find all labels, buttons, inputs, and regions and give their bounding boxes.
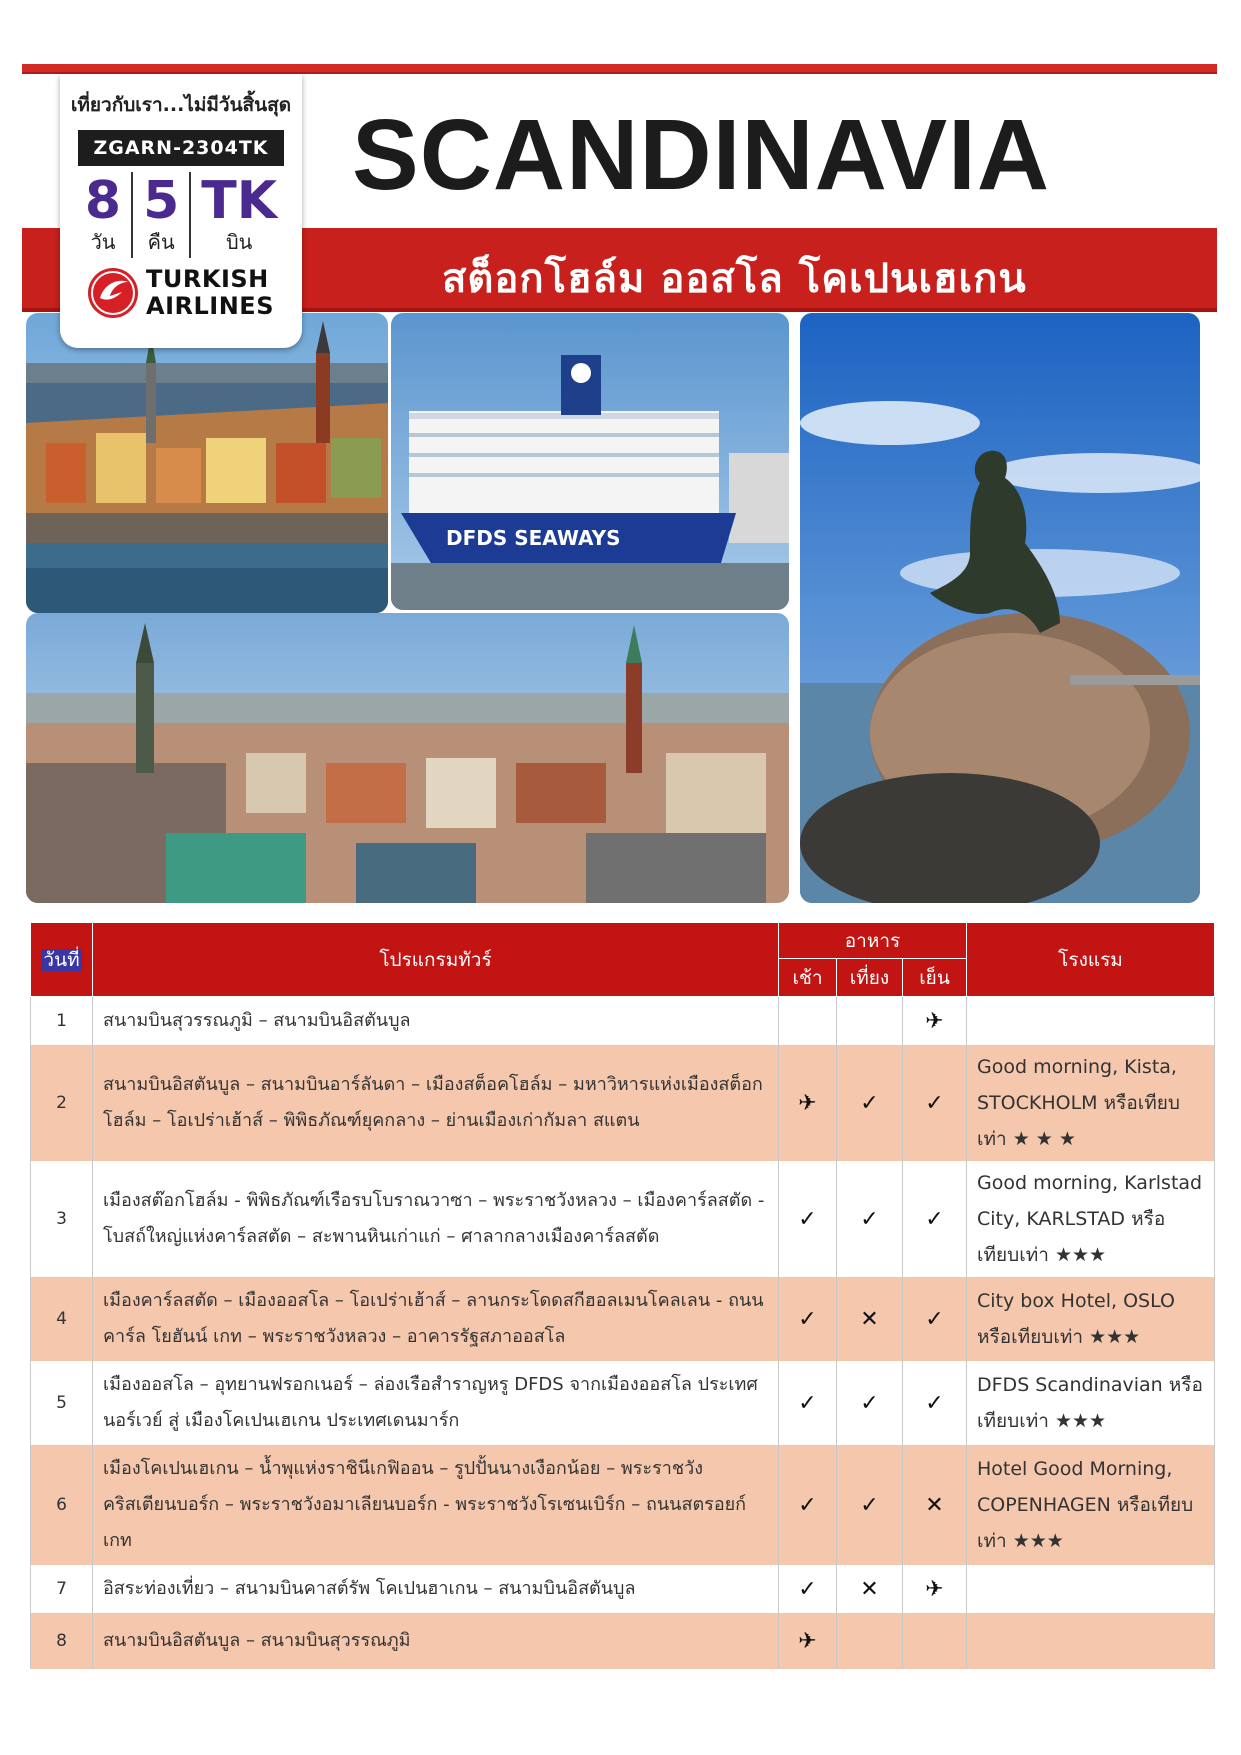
tour-stats: [60, 172, 302, 258]
row-day: 6: [31, 1445, 93, 1565]
tour-badge: [60, 74, 302, 348]
row-lunch: [837, 997, 903, 1046]
airline-code: TK: [201, 171, 278, 231]
row-program: เมืองโคเปนเฮเกน – น้ำพุแห่งราชินีเกฟิออน – รูปปั้นนางเงือกน้อย – พระราชวังคริสเตียนบอร์ก – พระราชวังอมาเลียนบอร์ก - พระราชวังโรเซนเบิร์ก – ถนนสตรอยก์เกท: [93, 1445, 779, 1565]
row-program: สนามบินอิสตันบูล – สนามบินอาร์ลันดา – เมืองสต็อคโฮล์ม – มหาวิหารแห่งเมืองสต็อกโฮล์ม – โอเปร่าเฮ้าส์ – พิพิธภัณฑ์ยุคกลาง – ย่านเมืองเก่ากัมลา สแตน: [93, 1045, 779, 1161]
row-day: 3: [31, 1161, 93, 1277]
row-dinner: ✓: [903, 1161, 967, 1277]
row-dinner: ✈: [903, 997, 967, 1046]
row-day: 4: [31, 1277, 93, 1361]
days-unit: วัน: [90, 230, 116, 254]
page-title: SCANDINAVIA: [352, 99, 1051, 211]
cities-subtitle: สต็อกโฮล์ม ออสโล โคเปนเฮเกน: [442, 256, 1027, 302]
row-breakfast: ✓: [779, 1361, 837, 1445]
stockholm-photo: [26, 313, 388, 613]
row-breakfast: [779, 997, 837, 1046]
row-program: สนามบินสุวรรณภูมิ – สนามบินอิสตันบูล: [93, 997, 779, 1046]
header-day: วันที่: [31, 923, 93, 997]
nights-unit: คืน: [147, 230, 175, 254]
row-lunch: ✕: [837, 1277, 903, 1361]
header-program: โปรแกรมทัวร์: [93, 923, 779, 997]
row-day: 2: [31, 1045, 93, 1161]
row-hotel: DFDS Scandinavian หรือเทียบเท่า ★★★: [967, 1361, 1215, 1445]
table-row: [31, 997, 1215, 1046]
stat-days: [75, 172, 131, 258]
row-hotel: [967, 1613, 1215, 1669]
table-row: [31, 1565, 1215, 1613]
dfds-ferry-photo: [391, 313, 789, 610]
table-row: [31, 1277, 1215, 1361]
row-program: เมืองคาร์ลสตัด – เมืองออสโล – โอเปร่าเฮ้าส์ – ลานกระโดดสกีฮอลเมนโคลเลน - ถนนคาร์ล โยฮันน์ เกท – พระราชวังหลวง – อาคารรัฐสภาออสโล: [93, 1277, 779, 1361]
row-hotel: Hotel Good Morning, COPENHAGEN หรือเทียบเท่า ★★★: [967, 1445, 1215, 1565]
row-day: 1: [31, 997, 93, 1046]
row-dinner: ✓: [903, 1277, 967, 1361]
tour-code: ZGARN-2304TK: [78, 130, 284, 166]
table-row: [31, 1161, 1215, 1277]
row-hotel: Good morning, Kista, STOCKHOLM หรือเทียบเท่า ★ ★ ★: [967, 1045, 1215, 1161]
row-program: เมืองสต๊อกโฮล์ม - พิพิธภัณฑ์เรือรบโบราณวาซา – พระราชวังหลวง – เมืองคาร์ลสตัด - โบสถ์ใหญ่แห่งคาร์ลสตัด – สะพานหินเก่าแก่ – ศาลากลางเมืองคาร์ลสตัด: [93, 1161, 779, 1277]
row-breakfast: ✓: [779, 1277, 837, 1361]
row-breakfast: ✓: [779, 1565, 837, 1613]
stat-nights: [131, 172, 189, 258]
row-day: 5: [31, 1361, 93, 1445]
ferry-name-text: DFDS SEAWAYS: [446, 526, 621, 550]
row-breakfast: ✈: [779, 1045, 837, 1161]
row-program: สนามบินอิสตันบูล – สนามบินสุวรรณภูมิ: [93, 1613, 779, 1669]
row-lunch: [837, 1613, 903, 1669]
row-program: เมืองออสโล – อุทยานฟรอกเนอร์ – ล่องเรือสำราญหรู DFDS จากเมืองออสโล ประเทศนอร์เวย์ สู่ เมืองโคเปนเฮเกน ประเทศเดนมาร์ก: [93, 1361, 779, 1445]
row-day: 8: [31, 1613, 93, 1669]
row-lunch: ✕: [837, 1565, 903, 1613]
row-dinner: ✕: [903, 1445, 967, 1565]
row-lunch: ✓: [837, 1045, 903, 1161]
row-lunch: ✓: [837, 1361, 903, 1445]
row-hotel: City box Hotel, OSLO หรือเทียบเท่า ★★★: [967, 1277, 1215, 1361]
row-day: 7: [31, 1565, 93, 1613]
row-breakfast: ✓: [779, 1161, 837, 1277]
top-red-rule: [22, 64, 1217, 74]
row-hotel: [967, 997, 1215, 1046]
row-dinner: ✈: [903, 1565, 967, 1613]
table-row: [31, 1613, 1215, 1669]
badge-tagline: เที่ยวกับเรา...ไม่มีวันสิ้นสุด: [70, 94, 292, 116]
row-program: อิสระท่องเที่ยว – สนามบินคาสต์รัพ โคเปนฮาเกน – สนามบินอิสตันบูล: [93, 1565, 779, 1613]
row-lunch: ✓: [837, 1161, 903, 1277]
row-breakfast: ✈: [779, 1613, 837, 1669]
airline-name-line1: TURKISH: [146, 265, 269, 293]
header-dinner: เย็น: [903, 959, 967, 997]
table-row: [31, 1045, 1215, 1161]
row-hotel: [967, 1565, 1215, 1613]
table-row: [31, 1445, 1215, 1565]
table-row: [31, 1361, 1215, 1445]
days-number: 8: [84, 171, 122, 231]
itinerary-table: [30, 922, 1215, 1669]
airline-unit: บิน: [225, 230, 253, 254]
nights-number: 5: [143, 171, 180, 231]
row-dinner: ✓: [903, 1361, 967, 1445]
copenhagen-photo: [26, 613, 789, 903]
airline-name-line2: AIRLINES: [146, 292, 274, 320]
little-mermaid-photo: [800, 313, 1200, 903]
row-dinner: ✓: [903, 1045, 967, 1161]
turkish-airlines-logo-icon: [88, 268, 138, 318]
header-meals: อาหาร: [779, 923, 967, 959]
header-breakfast: เช้า: [779, 959, 837, 997]
row-hotel: Good morning, Karlstad City, KARLSTAD หรือ เทียบเท่า ★★★: [967, 1161, 1215, 1277]
row-dinner: [903, 1613, 967, 1669]
row-breakfast: ✓: [779, 1445, 837, 1565]
airline-brand: [60, 266, 302, 320]
row-lunch: ✓: [837, 1445, 903, 1565]
header-lunch: เที่ยง: [837, 959, 903, 997]
stat-airline: [189, 172, 287, 258]
header-hotel: โรงแรม: [967, 923, 1215, 997]
